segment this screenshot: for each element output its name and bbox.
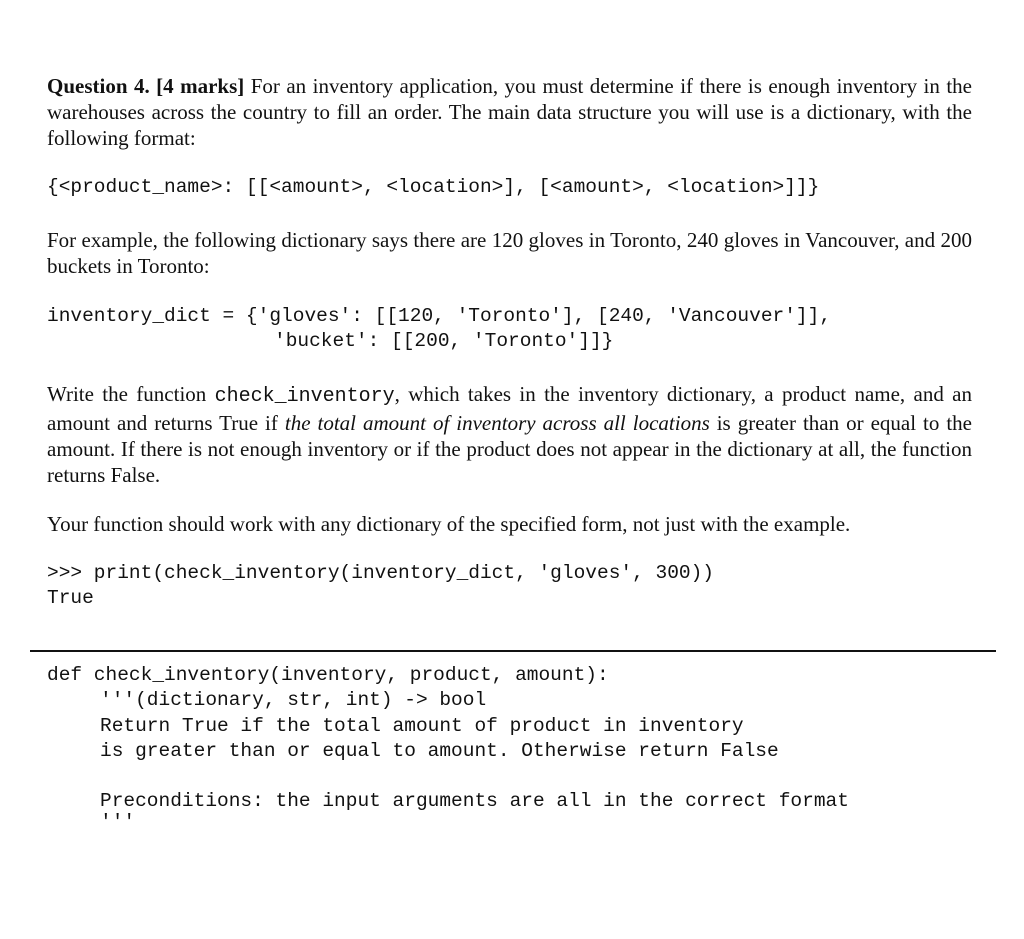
task-emphasis: the total amount of inventory across all locations: [284, 410, 710, 435]
generality-note: Your function should work with any dictionary of the specified form, not just with the example.: [47, 512, 851, 536]
docstring-line-2: Return True if the total amount of product in inventory: [100, 715, 744, 737]
question-intro-text: For an inventory application, you must determine if there is enough inventory in the warehouses across the country to fill an order. The main data structure you will use is a dictionary, with the following format:: [47, 74, 972, 150]
task-text-3: is greater than or equal to the amount. If there is not enough inventory or if the product does not appear in the dictionary at all, the function returns False.: [47, 410, 972, 487]
function-name: check_inventory: [214, 385, 395, 408]
docstring-line-3: is greater than or equal to amount. Otherwise return False: [100, 740, 779, 762]
answer-divider: [30, 650, 996, 652]
shell-result: True: [47, 587, 94, 609]
example-code-line-2: 'bucket': [[200, 'Toronto']]}: [274, 330, 614, 352]
example-text: For example, the following dictionary says there are 120 gloves in Toronto, 240 gloves in Vancouver, and 200 buckets in Toronto:: [47, 228, 972, 278]
task-text-1: Write the function: [47, 382, 215, 406]
def-line: def check_inventory(inventory, product, amount):: [47, 664, 609, 686]
example-code-line-1: inventory_dict = {'gloves': [[120, 'Toronto'], [240, 'Vancouver']],: [47, 305, 832, 327]
task-text-2: , which takes in the inventory dictionary, a product name, and an amount and returns True if: [47, 382, 972, 435]
docstring-preconditions: Preconditions: the input arguments are all in the correct format: [100, 790, 849, 812]
shell-call: >>> print(check_inventory(inventory_dict, 'gloves', 300)): [47, 562, 715, 584]
question-intro: [47, 73, 972, 151]
format-code: {<product_name>: [[<amount>, <location>], [<amount>, <location>]]}: [47, 176, 820, 198]
docstring-close: ''': [100, 811, 136, 833]
task-description: [47, 381, 972, 488]
question-heading: Question 4. [4 marks]: [47, 74, 245, 98]
docstring-signature: '''(dictionary, str, int) -> bool: [100, 689, 487, 711]
